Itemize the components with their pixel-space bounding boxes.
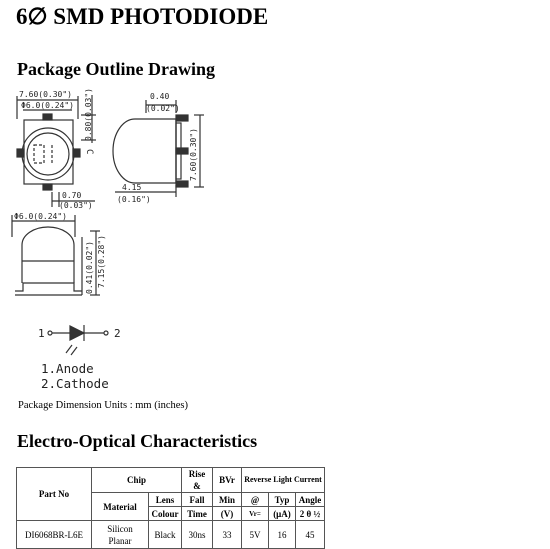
dim-label: Φ6.0(0.24") (21, 101, 74, 110)
dim-label: 0.40 (150, 92, 170, 101)
cell-angle: 45 (296, 521, 325, 549)
cell-material-line-1: Silicon (107, 523, 133, 534)
dim-label: 0.41(0.02") (85, 241, 94, 294)
header-reverse-light-current: Reverse Light Current (242, 468, 325, 493)
dim-label: 0.70 (62, 191, 82, 200)
header-typ-unit: (μA) (269, 507, 296, 521)
dim-label: 0.80(0.03") (84, 88, 93, 141)
header-angle: Angle (296, 493, 325, 507)
package-outline-drawing (0, 85, 550, 395)
cell-time: 30ns (182, 521, 213, 549)
legend-anode: 1.Anode (41, 361, 94, 376)
dim-label: Φ6.0(0.24") (14, 212, 67, 221)
header-lens-1: Lens (149, 493, 182, 507)
header-bvr: BVr (213, 468, 242, 493)
page-title: 6∅ SMD PHOTODIODE (16, 4, 269, 29)
header-bvr-unit: (V) (213, 507, 242, 521)
dim-label: (0.03") (59, 201, 93, 210)
header-angle-unit: 2 θ ½ (296, 507, 325, 521)
cell-typ: 16 (269, 521, 296, 549)
section-heading-outline: Package Outline Drawing (17, 59, 215, 79)
dim-label: 4.15 (122, 183, 142, 192)
section-heading-eo: Electro-Optical Characteristics (17, 431, 258, 451)
dim-label: C (84, 149, 94, 155)
dim-label: (0.16") (117, 195, 151, 204)
header-bvr-min: Min (213, 493, 242, 507)
header-rise-1: Rise & (182, 468, 213, 493)
pin-1-label: 1 (38, 327, 45, 340)
pin-2-label: 2 (114, 327, 121, 340)
legend-cathode: 2.Cathode (41, 376, 109, 391)
cell-material-line-2: Planar (108, 535, 132, 546)
header-at: @ (242, 493, 269, 507)
header-part-no: Part No (17, 468, 92, 521)
header-lens-2: Colour (149, 507, 182, 521)
cell-vr: 5V (242, 521, 269, 549)
electro-optical-table (16, 467, 325, 549)
cell-material (92, 521, 149, 549)
dim-label: 7.15(0.28") (97, 235, 106, 288)
header-typ: Typ (269, 493, 296, 507)
dim-label: 7.60(0.30") (19, 90, 72, 99)
header-rise-2: Fall (182, 493, 213, 507)
cell-bvr: 33 (213, 521, 242, 549)
cell-lens: Black (149, 521, 182, 549)
cell-part-no: DI6068BR-L6E (17, 521, 92, 549)
header-chip: Chip (92, 468, 182, 493)
dim-label: (0.02") (146, 104, 180, 113)
header-vr: Vr= (242, 507, 269, 521)
header-rise-3: Time (182, 507, 213, 521)
header-material: Material (92, 493, 149, 521)
dim-label: 7.60(0.30") (189, 128, 198, 181)
dimension-units-note: Package Dimension Units : mm (inches) (18, 400, 189, 411)
